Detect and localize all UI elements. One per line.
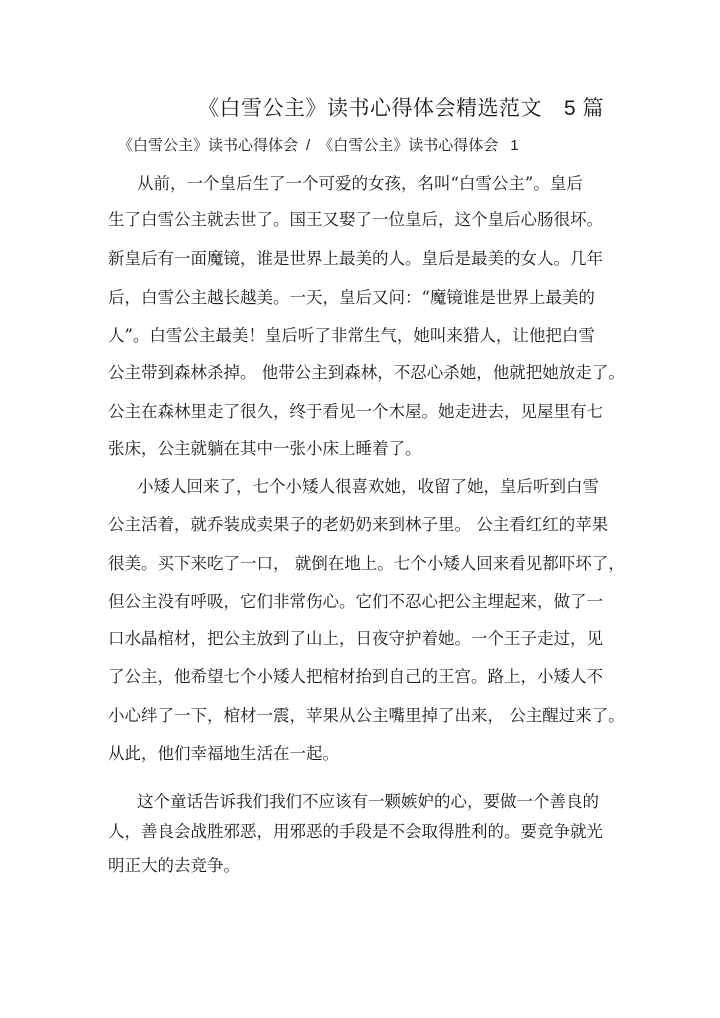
body-line: 了公主，他希望七个小矮人把棺材抬到自己的王宫。路上，小矮人不 xyxy=(108,667,603,686)
body-line: 但公主没有呼吸，它们非常伤心。它们不忍心把公主埋起来，做了一 xyxy=(108,592,603,611)
subtitle-separator: / xyxy=(306,137,311,154)
body-line: 公主活着，就乔装成卖果子的老奶奶来到林子里。 公主看红红的苹果 xyxy=(108,515,609,534)
subtitle-number: 1 xyxy=(510,137,519,154)
body-line: 张床，公主就躺在其中一张小床上睡着了。 xyxy=(108,439,422,458)
body-line: 从此，他们幸福地生活在一起。 xyxy=(108,744,339,763)
body-line: 人”。白雪公主最美！皇后听了非常生气，她叫来猎人，让他把白雪 xyxy=(108,326,595,345)
body-line: 口水晶棺材，把公主放到了山上，日夜守护着她。一个王子走过，见 xyxy=(108,629,603,648)
body-line: 小心绊了一下，棺材一震，苹果从公主嘴里掉了出来， 公主醒过来了。 xyxy=(108,706,625,725)
body-line: 很美。买下来吃了一口， 就倒在地上。七个小矮人回来看见都吓坏了， xyxy=(108,554,625,573)
body-line: 后，白雪公主越长越美。一天，皇后又问：“魔镜谁是世界上最美的 xyxy=(108,288,595,307)
body-line: 从前，一个皇后生了一个可爱的女孩，名叫“白雪公主”。皇后 xyxy=(137,174,583,193)
body-line: 公主在森林里走了很久，终于看见一个木屋。她走进去，见屋里有七 xyxy=(108,402,603,421)
body-line: 生了白雪公主就去世了。国王又娶了一位皇后，这个皇后心肠很坏。 xyxy=(108,210,603,229)
document-subtitle xyxy=(118,134,519,155)
title-text: 《白雪公主》读书心得体会精选范文 xyxy=(198,96,542,120)
body-line: 人，善良会战胜邪恶，用邪恶的手段是不会取得胜利的。要竞争就光 xyxy=(108,822,603,841)
subtitle-left: 《白雪公主》读书心得体会 xyxy=(118,136,299,154)
body-line: 新皇后有一面魔镜，谁是世界上最美的人。皇后是最美的女人。几年 xyxy=(108,249,603,268)
title-count: 5 篇 xyxy=(564,97,605,120)
document-title xyxy=(198,92,604,122)
body-line: 这个童话告诉我们我们不应该有一颗嫉妒的心，要做一个善良的 xyxy=(137,792,599,811)
body-line: 公主带到森林杀掉。 他带公主到森林，不忍心杀她，他就把她放走了。 xyxy=(108,363,625,382)
body-line: 小矮人回来了，七个小矮人很喜欢她，收留了她，皇后听到白雪 xyxy=(137,477,599,496)
body-line: 明正大的去竞争。 xyxy=(108,856,240,875)
subtitle-right: 《白雪公主》读书心得体会 xyxy=(318,136,499,154)
